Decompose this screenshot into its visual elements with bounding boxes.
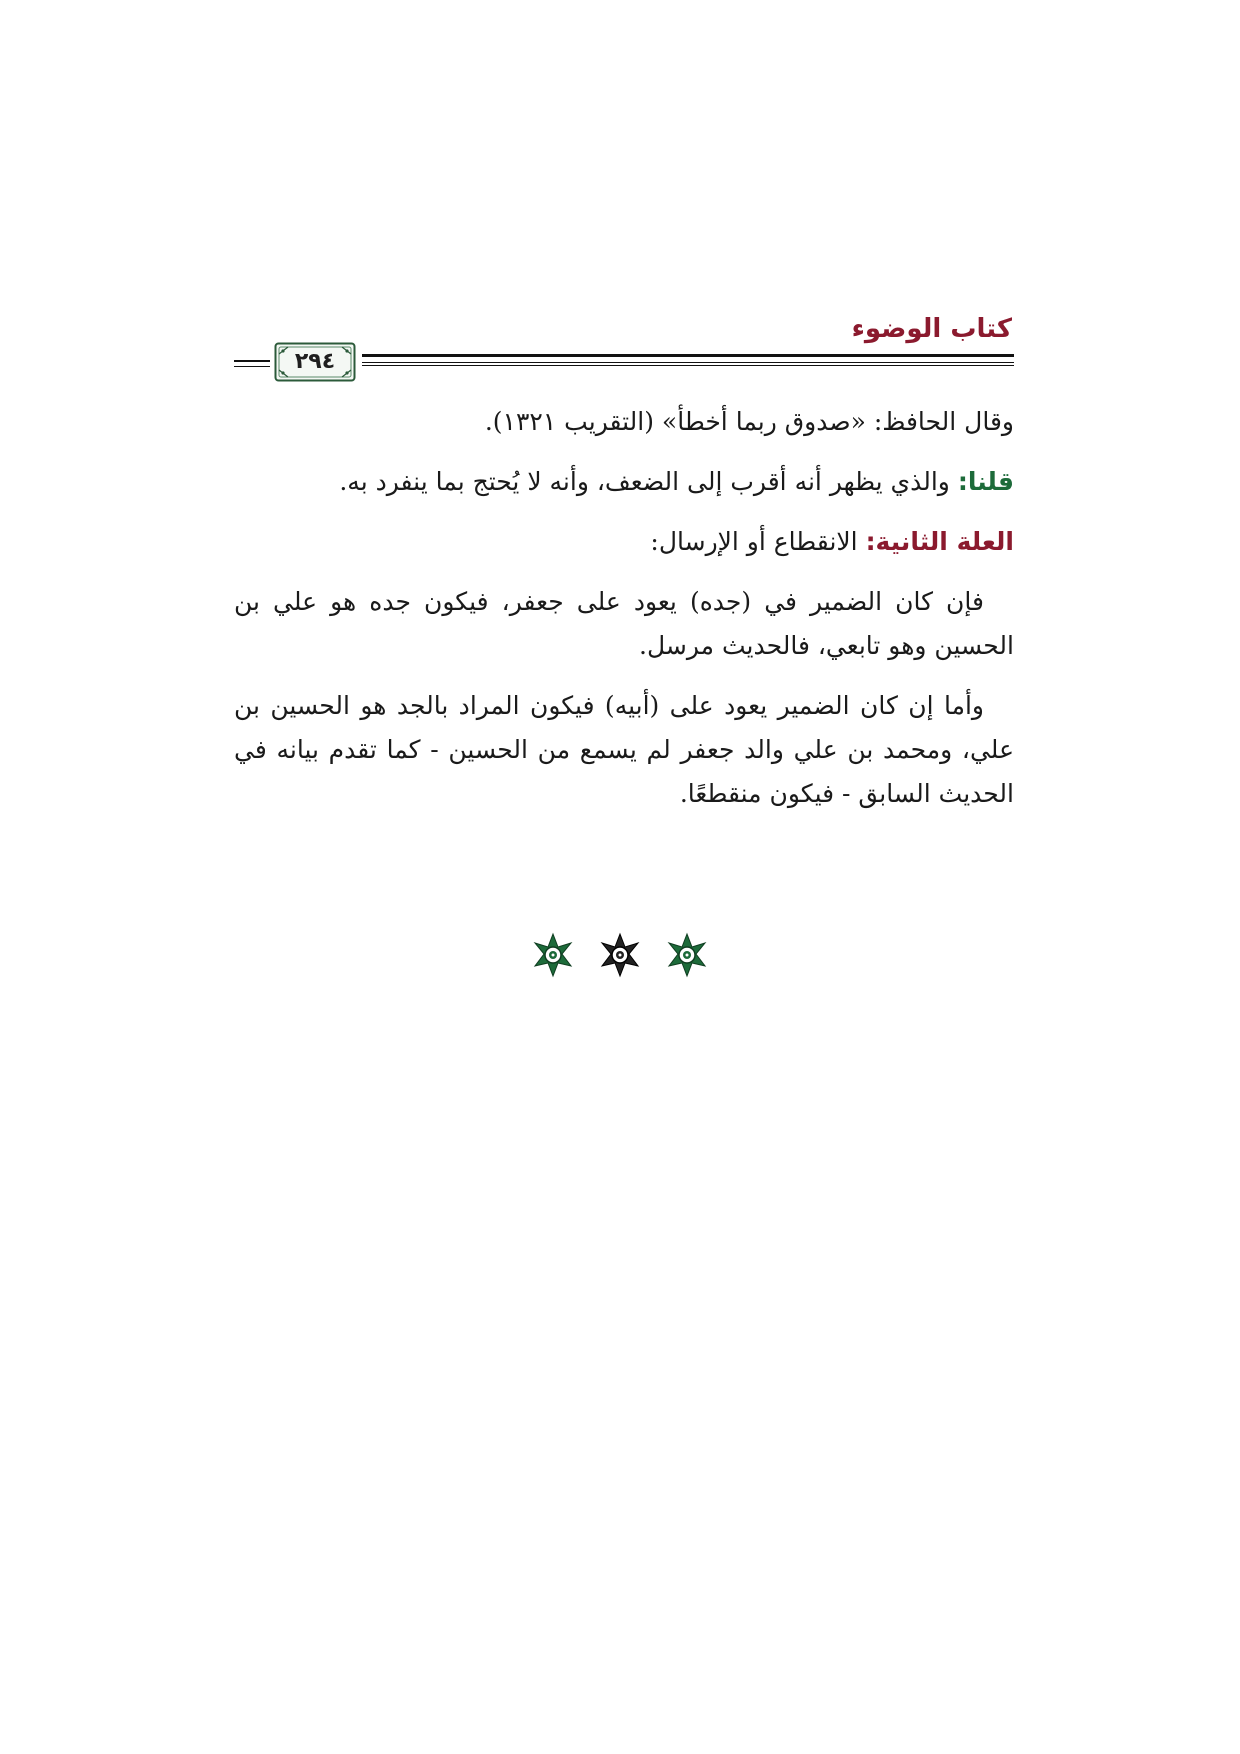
header-rule-short	[234, 360, 270, 362]
qulna-label: قلنا:	[957, 467, 1014, 496]
header-rule-short-thin	[234, 366, 270, 367]
page-number: ٢٩٤	[294, 349, 336, 374]
paragraph-pronoun-abihi	[234, 684, 1014, 816]
paragraph-pronoun-jaddihi	[234, 580, 1014, 668]
paragraph-text: وقال الحافظ: «صدوق ربما أخطأ» (التقريب ١٣٢١).	[484, 407, 1014, 436]
page-body	[234, 400, 1014, 832]
page-number-badge	[274, 342, 356, 382]
paragraph-qulna	[234, 460, 1014, 504]
flower-ornament-icon	[530, 932, 576, 978]
second-defect-label: العلة الثانية:	[865, 527, 1014, 556]
flower-ornament-icon	[664, 932, 710, 978]
paragraph-text: وأما إن كان الضمير يعود على (أبيه) فيكون المراد بالجد هو الحسين بن علي، ومحمد بن علي والد جعفر لم يسمع من الحسين - كما تقدم بيانه في الحديث السابق - فيكون منقطعًا.	[234, 691, 1014, 808]
page-header	[234, 310, 1014, 380]
book-title: كتاب الوضوء	[851, 314, 1012, 344]
header-rule	[362, 354, 1014, 363]
paragraph-text: الانقطاع أو الإرسال:	[650, 527, 866, 556]
paragraph-hafiz-quote	[234, 400, 1014, 444]
paragraph-text: والذي يظهر أنه أقرب إلى الضعف، وأنه لا يُحتج بما ينفرد به.	[339, 467, 958, 496]
paragraph-second-defect	[234, 520, 1014, 564]
flower-ornament-icon	[597, 932, 643, 978]
paragraph-text: فإن كان الضمير في (جده) يعود على جعفر، فيكون جده هو علي بن الحسين وهو تابعي، فالحديث مرسل.	[234, 587, 1014, 660]
section-end-ornaments	[530, 930, 710, 980]
header-rule-thin	[362, 365, 1014, 366]
